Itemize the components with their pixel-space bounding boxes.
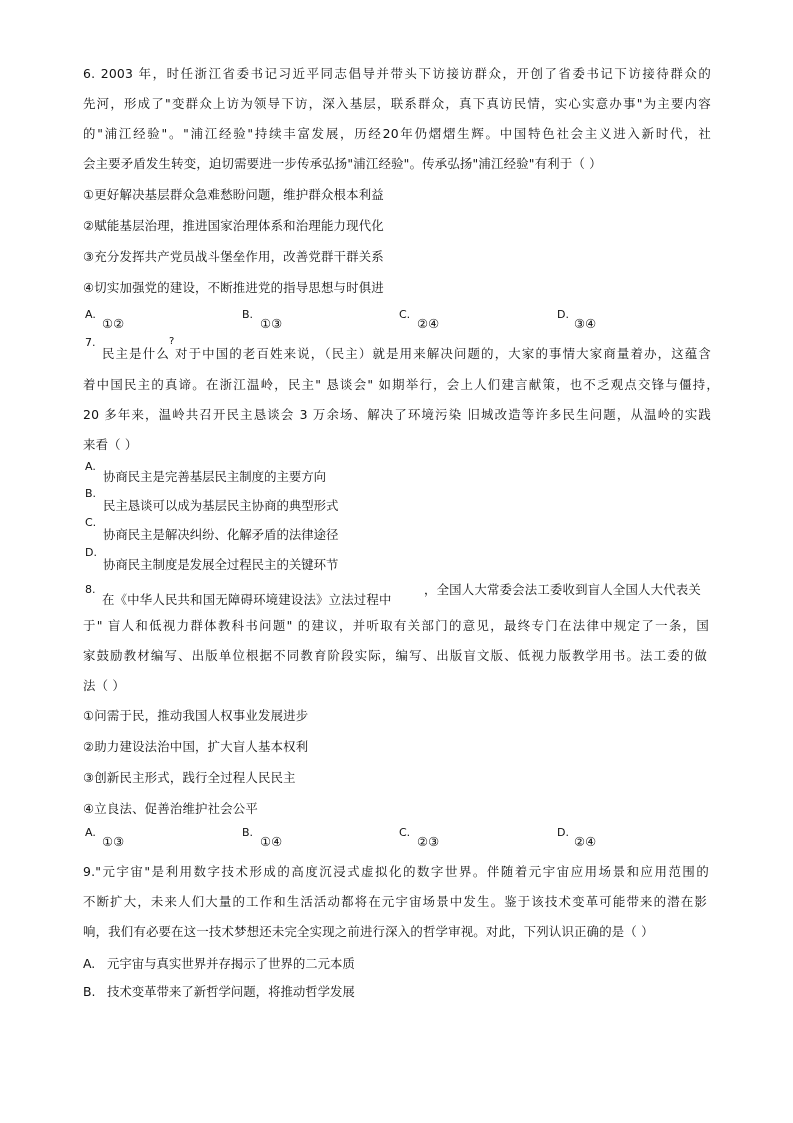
q9-choice-b-label: B.	[83, 984, 96, 999]
q8-choice-d-label: D.	[557, 826, 569, 839]
q8-statement-2: ②助力建设法治中国，扩大盲人基本权利	[83, 739, 309, 754]
q7-choice-a-text: 协商民主是完善基层民主制度的主要方向	[103, 469, 327, 484]
q8-line-4: 法（ ）	[83, 678, 125, 693]
q8-choice-a-text: ①③	[102, 834, 125, 849]
q7-choice-d-text: 协商民主制度是发展全过程民主的关键环节	[103, 557, 339, 572]
q7-line-2: 着中国民主的真谛。在浙江温岭，民主" 恳谈会" 如期举行，会上人们建言献策，也不乏观点交锋与僵持，	[83, 377, 719, 392]
q9-choice-b-text: 技术变革带来了新哲学问题，将推动哲学发展	[107, 984, 355, 999]
q6-statement-4: ④切实加强党的建设，不断推进党的指导思想与时俱进	[83, 280, 384, 295]
q7-question-mark: ?	[169, 336, 175, 347]
q7-line-1: 民主是什么 对于中国的老百姓来说，（民主）就是用来解决问题的，大家的事情大家商量着办，这蕴含	[102, 346, 711, 361]
q6-line-1: 6. 2003 年，时任浙江省委书记习近平同志倡导并带头下访接访群众，开创了省委书记下访接待群众的	[83, 66, 711, 81]
q7-line-3: 20 多年来，温岭共召开民主恳谈会 3 万余场、解决了环境污染 旧城改造等许多民生问题，从温岭的实践	[83, 407, 711, 422]
q9-choice-a-text: 元宇宙与真实世界并存揭示了世界的二元本质	[107, 956, 355, 971]
q8-line-1a: 在《中华人民共和国无障碍环境建设法》立法过程中	[102, 592, 392, 607]
q6-choice-b-label: B.	[242, 308, 254, 321]
q8-line-1b: ，全国人大常委会法工委收到盲人全国人大代表关	[424, 582, 701, 597]
q7-choice-b-text: 民主恳谈可以成为基层民主协商的典型形式	[103, 498, 339, 513]
q7-line-4: 来看（ ）	[83, 437, 138, 452]
q8-line-2: 于" 盲人和低视力群体教科书问题" 的建议，并听取有关部门的意见，最终专门在法律中规定了一条，国	[83, 618, 709, 633]
q6-line-4: 会主要矛盾发生转变，迫切需要进一步传承弘扬"浦江经验"。传承弘扬"浦江经验"有利于（ ）	[83, 156, 602, 171]
q8-choice-b-text: ①④	[260, 834, 283, 849]
q6-line-2: 先河，形成了"变群众上访为领导下访，深入基层，联系群众，真下真访民情，实心实意办事"为主要内容	[83, 96, 711, 111]
q7-choice-a-label: A.	[85, 460, 96, 473]
q8-choice-c-text: ②③	[417, 834, 440, 849]
q7-choice-c-label: C.	[85, 516, 97, 529]
q9-line-2: 不断扩大，未来人们大量的工作和生活活动都将在元宇宙场景中发生。鉴于该技术变革可能带来的潜在影	[83, 894, 707, 909]
q8-choice-b-label: B.	[242, 826, 254, 839]
q6-choice-a-label: A.	[85, 308, 96, 321]
q7-choice-d-label: D.	[85, 546, 97, 559]
q8-statement-4: ④立良法、促善治维护社会公平	[83, 801, 258, 816]
q8-choice-c-label: C.	[399, 826, 411, 839]
q6-statement-2: ②赋能基层治理，推进国家治理体系和治理能力现代化	[83, 218, 384, 233]
q8-choice-d-text: ②④	[574, 834, 597, 849]
q9-line-3: 响，我们有必要在这一技术梦想还未完全实现之前进行深入的哲学审视。对此，下列认识正确的是（ ）	[83, 924, 654, 939]
q8-number: 8.	[85, 583, 96, 596]
q7-choice-b-label: B.	[85, 487, 97, 500]
q9-choice-a-label: A.	[83, 956, 96, 971]
q6-choice-a-text: ①②	[102, 316, 125, 331]
q6-statement-1: ①更好解决基层群众急难愁盼问题，维护群众根本利益	[83, 187, 384, 202]
q6-choice-c-label: C.	[399, 308, 411, 321]
q8-statement-1: ①问需于民，推动我国人权事业发展进步	[83, 708, 309, 723]
q6-line-3: 的"浦江经验"。"浦江经验"持续丰富发展，历经20年仍熠熠生辉。中国特色社会主义进入新时代，社	[83, 126, 711, 141]
q8-statement-3: ③创新民主形式，践行全过程人民民主	[83, 770, 296, 785]
q7-choice-c-text: 协商民主是解决纠纷、化解矛盾的法律途径	[103, 527, 339, 542]
q8-line-3: 家鼓励教材编写、出版单位根据不同教育阶段实际，编写、出版盲文版、低视力版教学用书。法工委的做	[83, 648, 707, 663]
q9-line-1: 9."元宇宙"是利用数字技术形成的高度沉浸式虚拟化的数字世界。伴随着元宇宙应用场景和应用范围的	[83, 864, 709, 879]
q6-choice-c-text: ②④	[417, 316, 440, 331]
q7-number: 7.	[85, 336, 96, 349]
q6-choice-b-text: ①③	[260, 316, 283, 331]
q6-choice-d-text: ③④	[574, 316, 597, 331]
q6-choice-d-label: D.	[557, 308, 569, 321]
q6-statement-3: ③充分发挥共产党员战斗堡垒作用，改善党群干群关系	[83, 249, 384, 264]
q8-choice-a-label: A.	[85, 826, 96, 839]
